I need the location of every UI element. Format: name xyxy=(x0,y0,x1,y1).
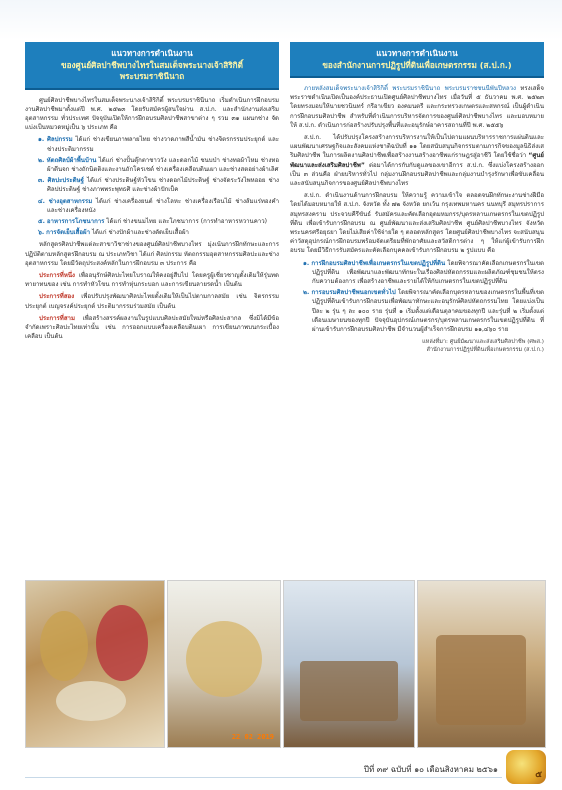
page-footer xyxy=(0,748,562,790)
item-title: ช่างอุตสาหกรรม xyxy=(48,197,93,205)
right-banner-line2: ของสำนักงานการปฏิรูปที่ดินเพื่อเกษตรกรรม (ส.ป.ก.) xyxy=(322,59,512,70)
item-text: ได้แก่ ช่างปักผ้าและช่างตัดเย็บเสื้อผ้า xyxy=(90,229,189,237)
source-line-2: สำนักงานการปฏิรูปที่ดินเพื่อเกษตรกรรม (ส.ป.ก.) xyxy=(426,347,544,354)
left-curriculum: หลักสูตรศิลปาชีพแต่ละสาขาวิชาช่างของศูนย์ศิลปาชีพบางไทร มุ่งเน้นการฝึกทักษะและการปฏิบัติตามหลักสูตรฝึกอบรม ณ ประเภทวิชา ได้แก่ ศิลปกรรม หัตถกรรมอุตสาหกรรมศิลปะและช่างอุตสาหกรรม โดยมีวัตถุประสงค์หลักในการฝึกอบรม ๓ ประการ คือ xyxy=(25,241,280,267)
purpose-three-text: เพื่อสร้างสรรค์ผลงานในรูปแบบศิลปะสมัยใหม่หรือศิลปะสากล ซึ่งมิได้มีข้อจำกัดเพราะศิลปะไทยเท่านั้น เช่น การออกแบบเครื่องเคลือบดินเผา การเขียนภาพบนกระเบื้องเคลือบ เป็นต้น xyxy=(25,314,279,341)
item-text: ได้แก่ ช่างเขียนภาพลายไทย ช่างวาดภาพสีน้ำมัน ช่างจิตรกรรมประยุกต์ และช่างประติมากรรม xyxy=(47,136,280,153)
right-para2 xyxy=(290,133,544,188)
issue-info: ปีที่ ๓๙ ฉบับที่ ๑๐ เดือนสิงหาคม ๒๕๖๑ xyxy=(363,765,498,774)
right-para2-start: ส.ป.ก. ได้ปรับปรุงโครงสร้างการบริหารงานให้เป็นไปตามแผนบริหารราชการแผ่นดินและแผนพัฒนาเศรษฐกิจและสังคมแห่งชาติฉบับที่ ๑๑ โดยสนับสนุนกิจกรรมตามภารกิจของมูลนิธิส่งเสริมศิลปาชีพ ในการผลิตงานศิลปาชีพเพื่อสร้างงานสร้างอาชีพแก่ราษฎรสู่อาชีวิ โดยใช้ชื่อว่า xyxy=(290,134,544,160)
item-number: ๖. xyxy=(38,229,45,237)
right-intro-text: ทรงเสด็จพระราชดำเนินเปิดเป็นองค์ประธานเปิดศูนย์ศิลปาชีพบางไทร เมื่อวันที่ ๕ ธันวาคม พ.ศ. ๒๕๒๓ โดยทรงมอบให้นายชวนินทร์ กรีอาเขียว องคมนตรี และกระทรวงเกษตรและสหกรณ์ เป็นผู้ดำเนินการฝึกอบรมศิลปาชีพ สำหรับที่ดำเนินการบริหารจัดการของศูนย์ศิลปาชีพบางไทร และมอบหมายให้ ส.ป.ก. ดำเนินการก่อสร้างปรับปรุงพื้นที่และอนุรักษ์อาคารสถานที่ปี พ.ศ. ๒๕๕๖ xyxy=(290,85,544,129)
item-title: ศิลปะประดิษฐ์ xyxy=(47,177,84,185)
right-column xyxy=(290,42,544,354)
source-credit xyxy=(290,338,544,354)
item-number: ๕. xyxy=(38,217,45,225)
photo-crafts xyxy=(167,580,281,748)
list-item xyxy=(25,135,279,153)
left-banner-line2: ของศูนย์ศิลปาชีพบางไทรในสมเด็จพระนางเจ้าสิริกิติ์ xyxy=(61,59,243,70)
list-item xyxy=(25,176,279,194)
item-number: ๒. xyxy=(303,289,310,297)
right-para3: ส.ป.ก. ดำเนินงานด้านการฝึกอบรม ให้ความรู้ ความเข้าใจ ตลอดจนฝึกทักษะงานช่างฝีมือ โดยได้มอบหมายให้ ส.ป.ก. จังหวัด ทั้ง ๗๒ จังหวัด ยกเว้น กรุงเทพมหานคร นนทบุรี สมุทรปราการ สมุทรสงคราม ประจวบคีรีขันธ์ รับสมัครและคัดเลือกอุดมหมกรร/บุตรหลานเกษตรกรในเขตปฏิรูปที่ดิน เพื่อเข้ารับการฝึกอบรม ณ ศูนย์พัฒนาและส่งเสริมศิลปาชีพ ศูนย์ศิลปาชีพบางไทร จังหวัดพระนครศรีอยุธยา โดยไม่เสียค่าใช้จ่ายใด ๆ ตลอดหลักสูตร โดยศูนย์ศิลปาชีพบางไทร จะสนับสนุนค่าวัสดุอุปกรณ์การฝึกอบรมพร้อมจัดเตรียมที่พักอาศัยและสวัสดิการต่าง ๆ ให้แก่ผู้เข้ารับการฝึกอบรม โดยมีวิธีการรับสมัครและคัดเลือกบุคคลเข้ารับการฝึกอบรม ๒ รูปแบบ คือ xyxy=(290,192,544,255)
right-banner-line1: แนวทางการดำเนินงาน xyxy=(376,48,458,58)
item-title: ศิลปกรรม xyxy=(46,136,73,144)
item-text: ได้แก่ ช่างประดิษฐ์หัวโขน ช่างดอกไม้ประดิษฐ์ ช่างจัดระวังไพหออย ช่างศิลปประดิษฐ์ ช่างภาพพระพุทธศิ และช่างผ้าปักเป็ค xyxy=(47,177,280,194)
photo-furniture xyxy=(417,580,546,748)
list-item xyxy=(290,259,544,287)
purpose-three-label: ประการที่สาม xyxy=(39,314,75,322)
purpose-two-label: ประการที่สอง xyxy=(39,293,75,301)
item-text: ได้แก่ ช่างเครื่องยนต์ ช่างโลหะ ช่างเครื่องเรือนไม้ ช่างส้มแร่ทองคำ และช่างเครื่องหนัง xyxy=(47,197,280,214)
item-text: ได้แก่ ช่างปั้นตุ๊กตาชาววัง และดอกไม้ ชนบป่า ช่างทอผ้าไหม ช่างทอผ้าตีนจก ช่างถักนิตติงและงานถักโครเชต์ ช่างเครื่องเคลือบดินเผา และช่างสตอย่างผ้าเลิศ xyxy=(47,156,280,173)
left-category-list xyxy=(25,135,279,237)
item-title: การอบรมศิลปาชีพนอกเขตทั่วไป xyxy=(311,289,396,297)
item-number: ๒. xyxy=(38,156,45,164)
list-item xyxy=(25,156,279,174)
page-number: ๕ xyxy=(535,770,542,780)
item-number: ๔. xyxy=(38,197,45,205)
left-column xyxy=(25,42,279,344)
photo-exhibition-hall xyxy=(283,580,415,748)
right-para2-quote: “ศูนย์พัฒนาและส่งเสริมศิลปาชีพ” xyxy=(290,152,544,169)
item-number: ๑. xyxy=(38,136,45,144)
item-title: หัตถศิลป์ผ้าพื้นบ้าน xyxy=(46,156,97,164)
item-title: อาหารการโภชนาการ xyxy=(46,217,105,225)
source-line-1: แหล่งที่มา: ศูนย์มัฒนาและส่งเสริมศิลปาชีพ (ศพส.) xyxy=(422,339,544,346)
left-banner-line3: พระบรมราชินีนาถ xyxy=(119,71,185,81)
footer-divider xyxy=(25,777,502,778)
photo-khon-masks xyxy=(25,580,165,748)
item-title: การจัดเย็บเสื้อผ้า xyxy=(46,229,91,237)
item-number: ๑. xyxy=(303,259,310,267)
right-banner xyxy=(290,42,544,78)
item-text: โดยพิจารณาคัดเลือกบุตรหลานของเกษตรกรในพื้นที่เขตปฏิรูปที่ดินเข้ารับการฝึกอบรมเพื่อพัฒนาทักษะและอนุรักษ์ศิลปหัตถกรรมไทย โดยแบ่งเป็นปีละ ๒ รุ่น ๆ ละ ๑๐๐ ราย รุ่นที่ ๑ เริ่มตั้งแต่เดือนตุลาคมของทุกปี และรุ่นที่ ๒ เริ่มตั้งแต่เดือนเมษายนของทุกปี ปัจจุบันอุปกรณ์เกษตรกร/บุตรหลานเกษตรกรในเขตปฏิรูปที่ดิน ที่ผ่านเข้ารับการฝึกอบรมศิลปาชีพ มีจำนวนผู้สำเร็จการฝึกอบรม ๑๑,๔๖๐ ราย xyxy=(312,289,544,334)
right-intro-highlight: ภายหลังสมเด็จพระนางเจ้าสิริกิติ์ พระบรมราชินีนาถ พระบรมราชชนนีพันปีหลวง xyxy=(304,85,516,92)
left-banner xyxy=(25,42,279,90)
purpose-one-label: ประการที่หนึ่ง xyxy=(39,271,75,279)
item-number: ๓. xyxy=(38,177,45,185)
list-item xyxy=(25,217,279,226)
list-item xyxy=(25,197,279,215)
list-item xyxy=(290,288,544,334)
left-banner-line1: แนวทางการดำเนินงาน xyxy=(111,48,193,58)
purpose-one-text: เพื่ออนุรักษ์ศิลปะไทยโบราณให้คงอยู่สืบไป โดยครูผู้เชี่ยวชาญดั้งเดิมให้รุ่นทดทายาทนของ เช่น การทำหัวโขน การทำหุ่นกระบอก และการเขียนลายรดน้ำ เป็นต้น xyxy=(25,271,279,289)
purpose-one xyxy=(25,271,279,289)
purpose-three xyxy=(25,314,279,342)
item-text: ได้แก่ ช่างขนมไทย และโภชนาการ (การทำอาหารหวานคาว) xyxy=(104,217,268,225)
top-decoration xyxy=(0,0,562,40)
list-item xyxy=(25,228,279,237)
right-intro xyxy=(290,84,544,130)
left-intro: ศูนย์ศิลปาชีพบางไทรในสมเด็จพระนางเจ้าสิริกิติ์ พระบรมราชินีนาถ เริ่มดำเนินการฝึกอบรม งานศิลปาชีพมาตั้งแต่ปี พ.ศ. ๒๕๒๓ โดยรับสมัครผู้สนใจผ่าน ส.ป.ก. และสำนักงานส่งเสริมอุตสาหกรรม ทั่วประเทศ ปัจจุบันเปิดให้การฝึกอบรมศิลปาชีพสาขาต่าง ๆ รวม ๓๑ แผนกช่าง จัดแบ่งเป็นหมวดหมู่เป็น ๖ ประเภท คือ xyxy=(25,96,279,132)
item-text: โดยพิจารณาคัดเลือกเกษตรกรในเขตปฏิรูปที่ดิน เพื่อพัฒนาและพัฒนาทักษะในเรื่องศิลปหัตถกรรมและผลิตภัณฑ์ชุมชนให้ตรงกับความต้องการ เพื่อสร้างอาชีพและรายได้ให้กับเกษตรกรในเขตปฏิรูปที่ดิน xyxy=(312,259,544,286)
photo-strip xyxy=(25,580,544,746)
purpose-two xyxy=(25,292,279,310)
purpose-two-text: เพื่อปรับปรุงพัฒนาศิลปะไทยดั้งเดิมให้เป็นไปตามกาลสมัย เช่น จิตรกรรมประยุกต์ เบญจรงค์ประยุกต์ ประติมากรรมร่วมสมัย เป็นต้น xyxy=(25,293,279,310)
right-format-list xyxy=(290,259,544,335)
page-badge xyxy=(506,750,546,784)
right-para2-end: ต่อมาได้การกับกับดูแลของเขาอีการ ส.ป.ก. ซึ่งแบ่งโครงสร้างออกเป็น ๓ ส่วนคือ ฝ่ายบริหารทั่วไป กลุ่มงานฝึกอบรมศิลปาชีพและกลุ่มงานบำรุงรักษาเพื่อขับเคลื่อนและสนับสนุนกิจการของศูนย์ศิลปาชีพบางไทร xyxy=(290,161,544,188)
photo-date-stamp: 22 02 2019 xyxy=(231,733,274,741)
item-title: การฝึกอบรมศิลปาชีพเพื่อเกษตรกรในเขตปฏิรูปที่ดิน xyxy=(311,259,446,267)
